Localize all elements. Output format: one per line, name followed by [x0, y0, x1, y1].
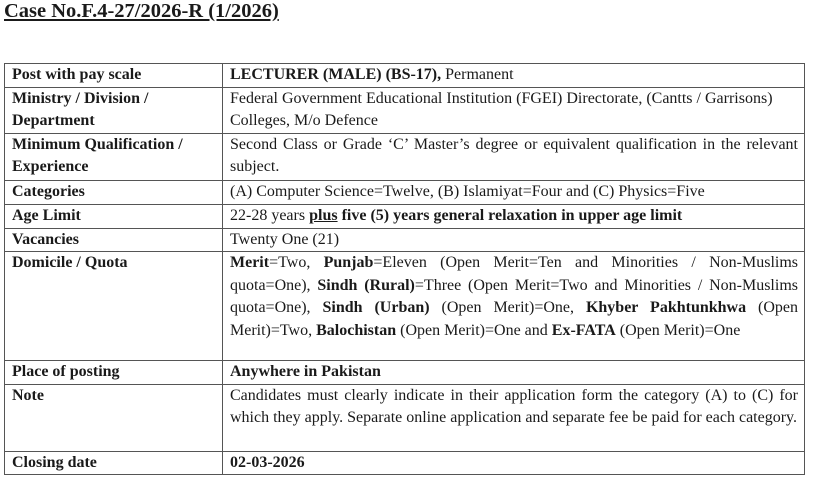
value-ministry: Federal Government Educational Institution (FGEI) Directorate, (Cantts / Garrisons) Colleges, M/o Defence	[223, 87, 805, 133]
quota-ex-fata-count: (Open Merit)=One	[615, 321, 741, 339]
table-row-age-limit	[5, 204, 805, 228]
value-qualification: Second Class or Grade ‘C’ Master’s degree or equivalent qualification in the relevant subject.	[223, 133, 805, 180]
age-range: 22-28 years	[230, 206, 310, 224]
label-age-limit: Age Limit	[5, 204, 223, 228]
quota-sindh-urban: Sindh (Urban)	[322, 299, 430, 316]
label-ministry-line2: Department	[12, 112, 95, 129]
quota-ex-fata: Ex-FATA	[551, 321, 616, 339]
value-posting: Anywhere in Pakistan	[223, 361, 805, 385]
table-row-categories	[5, 180, 805, 204]
table-row-qualification	[5, 133, 805, 180]
quota-sindh-urban-count: (Open Merit)=One,	[429, 299, 586, 316]
label-posting: Place of posting	[5, 361, 223, 385]
quota-sindh-rural-count: =Three (Open Merit=Two and Minorities / Non-Muslims quota=One),	[230, 276, 798, 316]
table-row-posting	[5, 361, 805, 385]
quota-punjab: Punjab	[323, 254, 374, 271]
table-row-vacancies	[5, 228, 805, 252]
age-relaxation: five (5) years general relaxation in upper age limit	[337, 206, 683, 224]
label-qualification	[5, 133, 223, 180]
quota-balochistan: Balochistan	[316, 321, 397, 339]
label-qualification-line1: Minimum Qualification /	[12, 135, 183, 153]
table-row-ministry	[5, 87, 805, 133]
quota-balochistan-count: (Open Merit)=One and	[396, 321, 552, 339]
label-domicile: Domicile / Quota	[5, 252, 223, 361]
quota-kpk: Khyber Pakhtunkhwa	[585, 299, 747, 316]
label-post-pay-scale: Post with pay scale	[5, 64, 223, 88]
case-number-heading: Case No.F.4-27/2026-R (1/2026)	[4, 0, 279, 22]
value-categories: (A) Computer Science=Twelve, (B) Islamiyat=Four and (C) Physics=Five	[223, 180, 805, 204]
table-row-post	[5, 64, 805, 88]
value-domicile	[223, 252, 805, 361]
label-closing-date: Closing date	[5, 451, 223, 475]
job-details-table	[4, 63, 805, 475]
value-vacancies: Twenty One (21)	[223, 228, 805, 252]
table-row-note	[5, 384, 805, 451]
label-qualification-line2: Experience	[12, 158, 89, 175]
table-row-domicile	[5, 252, 805, 361]
label-ministry-line1: Ministry / Division /	[12, 89, 149, 107]
quota-merit: Merit	[230, 254, 270, 271]
value-age-limit	[223, 204, 805, 228]
label-ministry	[5, 87, 223, 133]
label-categories: Categories	[5, 180, 223, 204]
quota-punjab-count: =Eleven (Open Merit=Ten and Minorities / Non-Muslims quota=One),	[230, 254, 799, 294]
quota-sindh-rural: Sindh (Rural)	[317, 276, 415, 294]
table-row-closing-date	[5, 451, 805, 475]
post-type: Permanent	[441, 66, 514, 83]
value-post-pay-scale	[223, 64, 805, 88]
age-plus: plus	[309, 206, 338, 224]
value-note: Candidates must clearly indicate in their application form the category (A) to (C) for which they apply. Separate online application and separate fee be paid for each category.	[223, 384, 805, 451]
quota-kpk-count: (Open Merit)=Two,	[230, 299, 799, 339]
post-title: LECTURER (MALE) (BS-17),	[230, 66, 442, 83]
value-closing-date: 02-03-2026	[223, 451, 805, 475]
label-note: Note	[5, 384, 223, 451]
quota-merit-count: =Two,	[269, 254, 324, 271]
label-vacancies: Vacancies	[5, 228, 223, 252]
